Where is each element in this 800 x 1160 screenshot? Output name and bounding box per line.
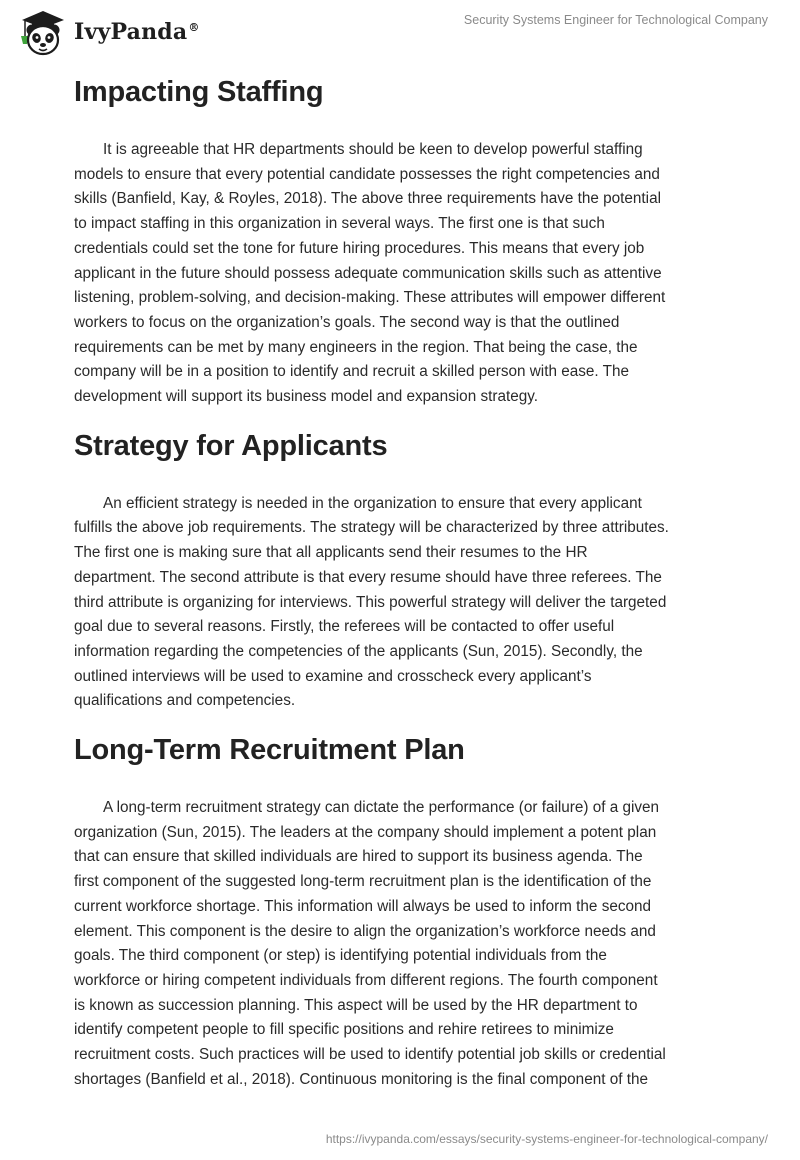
panda-graduate-icon (16, 6, 70, 58)
source-url[interactable]: https://ivypanda.com/essays/security-systems-engineer-for-technological-company/ (325, 1132, 768, 1146)
section-strategy-for-applicants (74, 424, 734, 714)
section-paragraph: It is agreeable that HR departments should be keen to develop powerful staffing models to ensure that every potential candidate possesses the right competencies and skills (Banfield, Kay, & Royles, 2018). The above three requirements have the potential to impact staffing in this organization in several ways. The first one is that such credentials could set the tone for future hiring procedures. This means that every job applicant in the future should possess adequate communication skills such as attentive listening, problem-solving, and decision-making. These attributes will empower different workers to focus on the organization’s goals. The second way is that the outlined requirements can be met by many engineers in the region. That being the case, the company will be in a position to identify and recruit a skilled person with ease. The development will support its business model and expansion strategy. (74, 141, 666, 406)
section-paragraph: A long-term recruitment strategy can dictate the performance (or failure) of a given organization (Sun, 2015). The leaders at the company should implement a potent plan that can ensure that skilled individuals are hired to support its business agenda. The first component of the suggested long-term recruitment plan is the identification of the current workforce shortage. This information will always be used to inform the second element. This component is the desire to align the organization’s workforce needs and goals. The third component (or step) is identifying potential individuals from the workforce or hiring competent individuals from different regions. The fourth component is known as succession planning. This aspect will be used by the HR department to identify competent people to fill specific positions and rehire retirees to minimize recruitment costs. Such practices will be used to identify potential job skills or credential shortages (Banfield et al., 2018). Continuous monitoring is the final component of the (74, 799, 666, 1088)
section-heading: Impacting Staffing (74, 76, 324, 108)
essay-content (74, 68, 734, 1093)
brand-name: IvyPanda® (74, 19, 200, 45)
page-header (0, 0, 800, 64)
brand-logo[interactable] (16, 6, 200, 58)
section-paragraph: An efficient strategy is needed in the organization to ensure that every applicant fulfills the above job requirements. The strategy will be characterized by three attributes. The first one is making sure that all applicants send their resumes to the HR department. The second attribute is that every resume should have three referees. The third attribute is organizing for interviews. This powerful strategy will deliver the targeted goal due to several reasons. Firstly, the referees will be contacted to offer useful information regarding the competencies of the applicants (Sun, 2015). Secondly, the outlined interviews will be used to examine and crosscheck every applicant’s qualifications and competencies. (74, 494, 669, 710)
document-title: Security Systems Engineer for Technological Company (463, 13, 768, 27)
section-long-term-recruitment-plan (74, 728, 734, 1092)
section-heading: Strategy for Applicants (74, 429, 388, 462)
section-impacting-staffing (74, 70, 734, 410)
section-heading: Long-Term Recruitment Plan (74, 734, 465, 767)
